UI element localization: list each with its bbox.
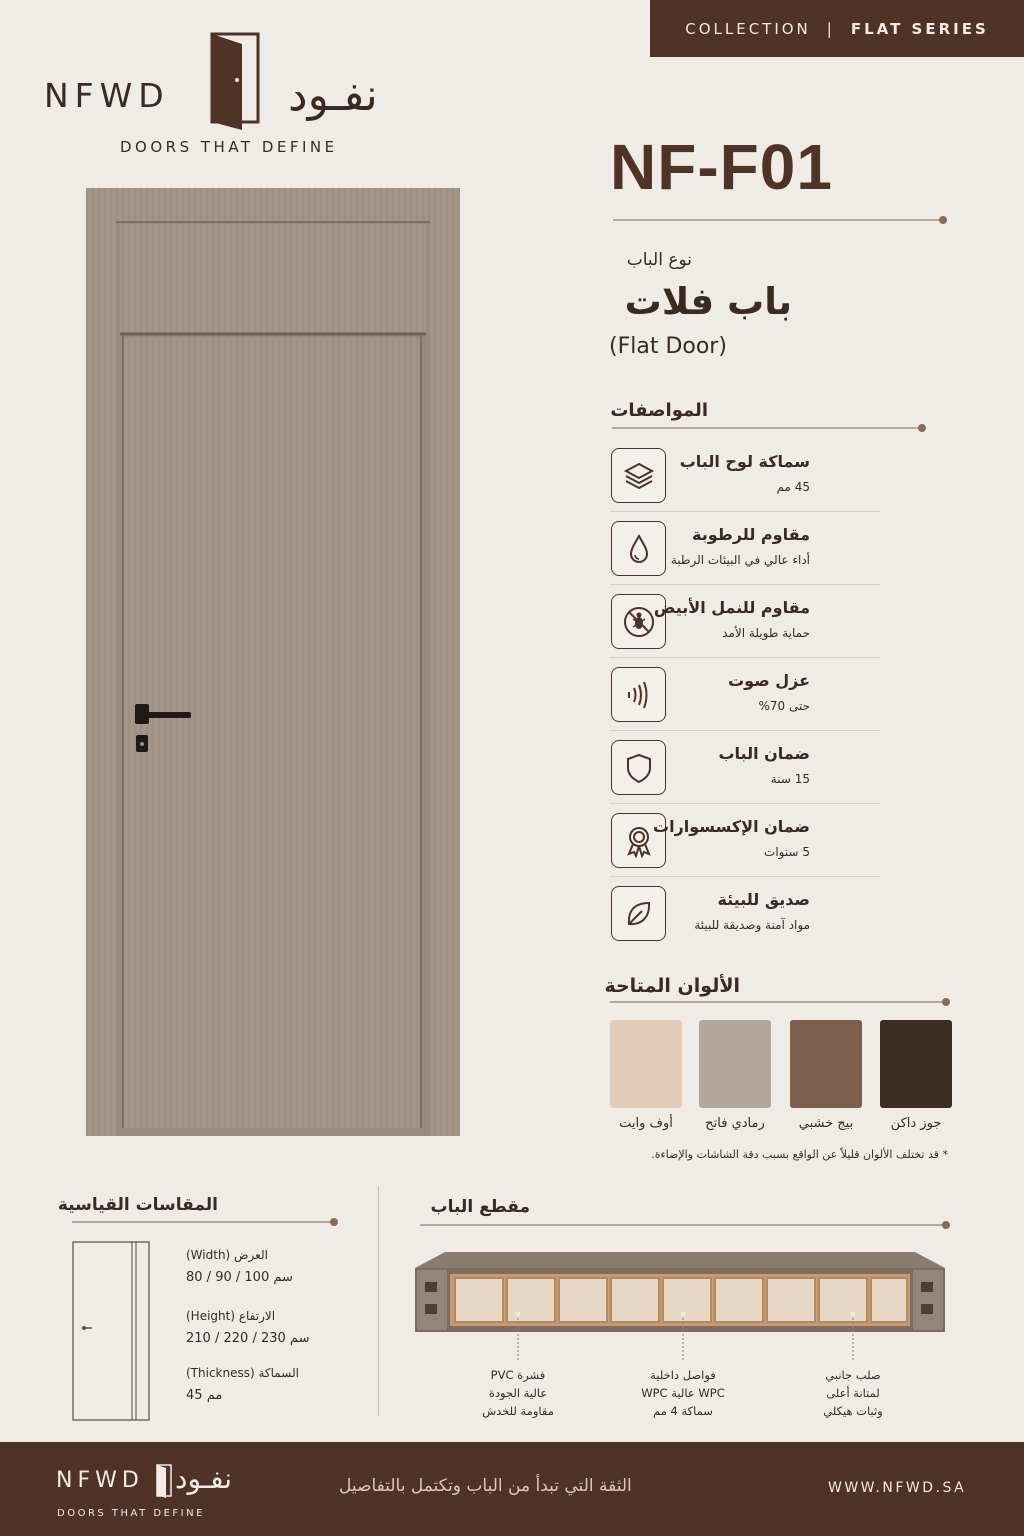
spec-row	[610, 878, 880, 950]
spec-subtitle: مواد آمنة وصديقة للبيئة	[694, 918, 810, 932]
spec-title: عزل صوت	[728, 671, 810, 690]
spec-row	[610, 586, 880, 658]
callout-wpc: فواصل داخلية WPC عالية WPC سماكة 4 مم	[641, 1368, 725, 1418]
banner-separator: |	[826, 19, 835, 38]
swatch-label: أوف وايت	[619, 1116, 673, 1131]
colors-disclaimer: * قد تختلف الألوان قليلاً عن الواقع بسبب دقة الشاشات والإضاءة.	[651, 1148, 948, 1161]
spec-row	[610, 659, 880, 731]
callout-steel: صلب جانبي لمتانة أعلى وثبات هيكلي	[823, 1368, 883, 1418]
spec-subtitle: أداء عالي في البيئات الرطبة	[670, 553, 810, 567]
door-type-label: نوع الباب	[626, 250, 692, 270]
spec-title: مقاوم للرطوبة	[692, 525, 810, 544]
divider	[610, 1001, 946, 1003]
door-type-english: (Flat Door)	[609, 334, 727, 359]
thickness-label: (Thickness) السماكة	[186, 1366, 299, 1380]
spec-row	[610, 732, 880, 804]
swatch-label: جوز داكن	[890, 1116, 942, 1131]
footer-tagline: DOORS THAT DEFINE	[57, 1508, 205, 1519]
brand-latin-name: NFWD	[44, 76, 170, 115]
sound-waves-icon	[611, 667, 666, 722]
brand-logo	[44, 30, 444, 160]
model-number: NF-F01	[610, 131, 833, 203]
collection-label: COLLECTION	[685, 19, 811, 38]
door-image	[86, 188, 460, 1136]
spec-title: ضمان الإكسسوارات	[653, 817, 810, 836]
shield-icon	[611, 740, 666, 795]
door-handle-icon	[135, 704, 195, 754]
callout-pvc: فشرة PVC عالية الجودة مقاومة للخدش	[482, 1368, 554, 1418]
spec-subtitle: حماية طويلة الأمد	[722, 626, 810, 640]
spec-title: سماكة لوح الباب	[679, 452, 810, 471]
brand-arabic-name: نفـود	[288, 70, 378, 121]
callout-lines	[405, 1318, 950, 1368]
footer-brand-latin: NFWD	[56, 1468, 144, 1493]
spec-row	[610, 440, 880, 512]
spec-title: ضمان الباب	[718, 744, 810, 763]
layers-icon	[611, 448, 666, 503]
height-value: سم 230 / 220 / 210	[186, 1331, 310, 1346]
footer	[0, 1442, 1024, 1536]
thickness-value: 45 مم	[186, 1388, 223, 1403]
spec-row	[610, 805, 880, 877]
vertical-divider	[378, 1186, 379, 1416]
door-type-arabic: باب فلات	[624, 280, 792, 323]
spec-subtitle: حتى 70%	[758, 699, 810, 713]
brand-tagline: DOORS THAT DEFINE	[120, 138, 338, 156]
swatch-label: رمادي فاتح	[705, 1116, 765, 1131]
footer-door-logo-icon	[155, 1464, 173, 1498]
divider	[613, 219, 943, 221]
specs-title: المواصفات	[610, 400, 708, 421]
swatch-wood-beige[interactable]	[790, 1020, 862, 1108]
divider	[72, 1221, 334, 1223]
water-drop-icon	[611, 521, 666, 576]
series-label: FLAT SERIES	[850, 19, 989, 38]
width-label: (Width) العرض	[186, 1248, 268, 1262]
width-value: سم 100 / 90 / 80	[186, 1270, 293, 1285]
dimensions-title: المقاسات القياسية	[57, 1195, 218, 1215]
spec-subtitle: 5 سنوات	[764, 845, 810, 859]
divider	[420, 1224, 946, 1226]
spec-subtitle: 45 مم	[776, 480, 810, 494]
spec-title: مقاوم للنمل الأبيض	[653, 598, 810, 617]
door-logo-icon	[206, 30, 266, 130]
spec-subtitle: 15 سنة	[770, 772, 810, 786]
collection-banner	[650, 0, 1024, 57]
spec-title: صديق للبيئة	[717, 890, 810, 909]
height-label: (Height) الارتفاع	[186, 1309, 276, 1323]
colors-title: الألوان المتاحة	[604, 975, 740, 997]
divider	[612, 427, 922, 429]
footer-brand-arabic: نفـود	[175, 1462, 233, 1495]
spec-row	[610, 513, 880, 585]
swatch-dark-walnut[interactable]	[880, 1020, 952, 1108]
section-title: مقطع الباب	[430, 1197, 530, 1217]
footer-slogan: الثقة التي تبدأ من الباب وتكتمل بالتفاصيل	[339, 1476, 632, 1496]
swatch-label: بيج خشبي	[798, 1116, 854, 1131]
swatch-off-white[interactable]	[610, 1020, 682, 1108]
leaf-icon	[611, 886, 666, 941]
door-outline-icon	[72, 1240, 152, 1422]
website-link[interactable]: WWW.NFWD.SA	[828, 1480, 967, 1496]
swatch-light-gray[interactable]	[699, 1020, 771, 1108]
